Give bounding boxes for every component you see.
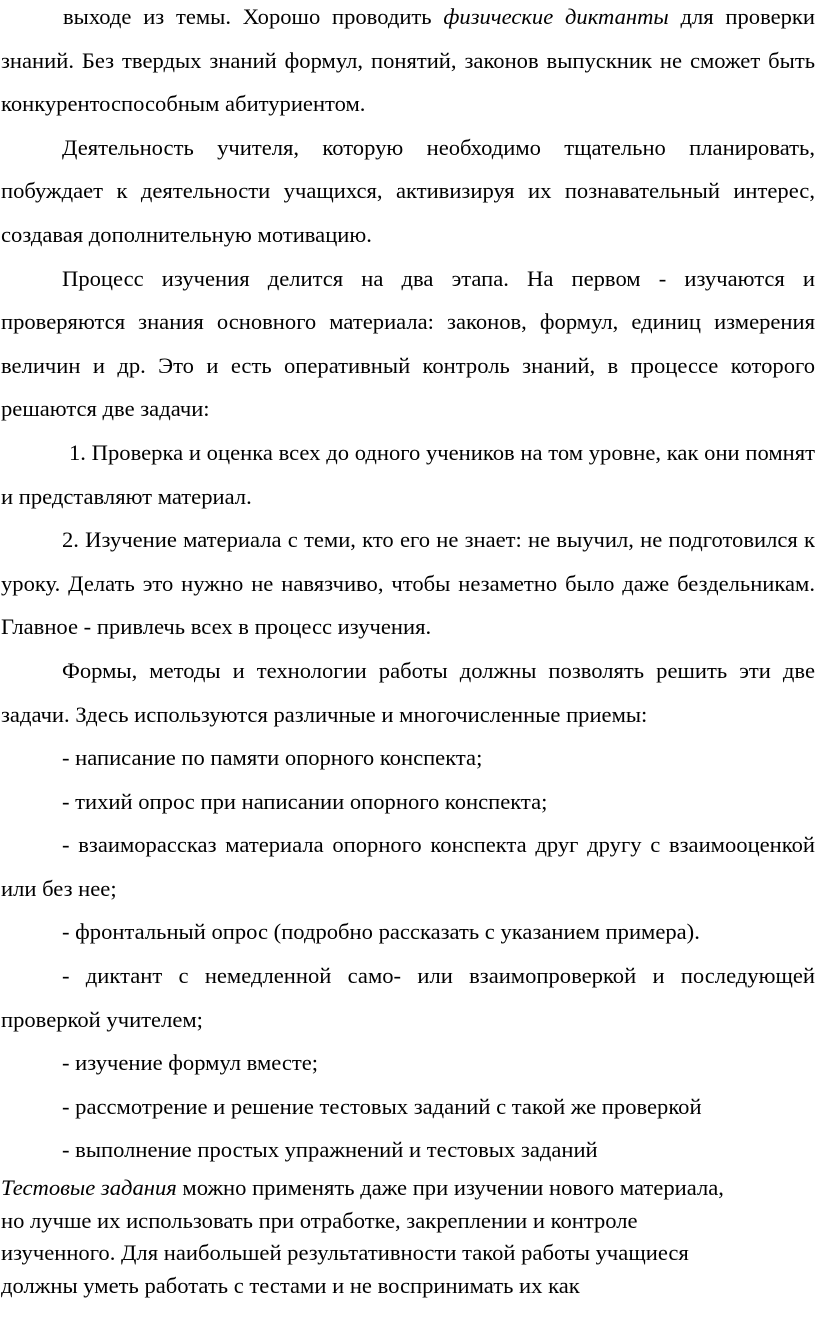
text-run: изученного. Для наибольшей результативности такой работы учащиеся	[1, 1240, 689, 1266]
text-run: 1. Проверка и оценка всех до одного учеников на том уровне, как они помнят и представляют материал.	[1, 439, 815, 509]
paragraph-teacher-activity	[1, 126, 815, 257]
paragraph-study-process	[1, 257, 815, 431]
text-run: для проверки знаний. Без твердых знаний формул, понятий, законов выпускник не сможет быть конкурентоспособным абитуриентом.	[1, 4, 816, 117]
text-run: - рассмотрение и решение тестовых заданий с такой же проверкой	[62, 1093, 702, 1119]
text-run: Деятельность учителя, которую необходимо тщательно планировать, побуждает к деятельности учащихся, активизируя их познавательный интерес, создавая дополнительную мотивацию.	[1, 134, 815, 247]
numbered-item-1	[1, 431, 815, 518]
list-item	[1, 910, 815, 954]
italic-term: Тестовые задания	[1, 1175, 177, 1201]
list-item	[1, 736, 815, 780]
text-run: - написание по памяти опорного конспекта;	[62, 745, 483, 771]
paragraph-physical-dictations	[1, 0, 815, 126]
text-run: - диктант с немедленной само- или взаимопроверкой и последующей проверкой учителем;	[1, 963, 815, 1032]
text-run: 2. Изучение материала с теми, кто его не знает: не выучил, не подготовился к уроку. Делать это нужно не навязчиво, чтобы незаметно было даже бездельникам. Главное - привлечь всех в процесс изучения.	[1, 527, 815, 640]
document-body	[1, 0, 815, 1172]
text-run: - тихий опрос при написании опорного конспекта;	[62, 788, 548, 814]
text-run: - изучение формул вместе;	[62, 1050, 319, 1076]
text-run: должны уметь работать с тестами и не воспринимать их как	[1, 1272, 580, 1298]
italic-term: физические диктанты	[443, 4, 669, 29]
list-item	[1, 780, 815, 824]
list-item	[1, 1085, 815, 1129]
list-item	[1, 1041, 815, 1085]
text-run: - выполнение простых упражнений и тестовых заданий	[62, 1137, 598, 1163]
text-run: можно применять даже при изучении нового материала,	[176, 1175, 724, 1201]
list-item	[1, 1128, 815, 1172]
text-run: Формы, методы и технологии работы должны позволять решить эти две задачи. Здесь используются различные и многочисленные приемы:	[1, 657, 815, 727]
numbered-item-2	[1, 518, 815, 649]
text-run: - взаиморассказ материала опорного конспекта друг другу с взаимооценкой или без нее;	[1, 832, 815, 901]
list-item	[1, 954, 815, 1041]
text-run: Процесс изучения делится на два этапа. На первом - изучаются и проверяются знания основного материала: законов, формул, единиц измерения величин и др. Это и есть оперативный контроль знаний, в процессе которого решаются две задачи:	[1, 265, 815, 422]
text-run: выходе из темы. Хорошо проводить	[63, 4, 444, 29]
list-item	[1, 823, 815, 910]
paragraph-forms-methods	[1, 649, 815, 736]
paragraph-test-tasks	[1, 1172, 815, 1302]
text-run: но лучше их использовать при отработке, закреплении и контроле	[1, 1207, 638, 1233]
text-run: - фронтальный опрос (подробно рассказать с указанием примера).	[62, 919, 700, 945]
